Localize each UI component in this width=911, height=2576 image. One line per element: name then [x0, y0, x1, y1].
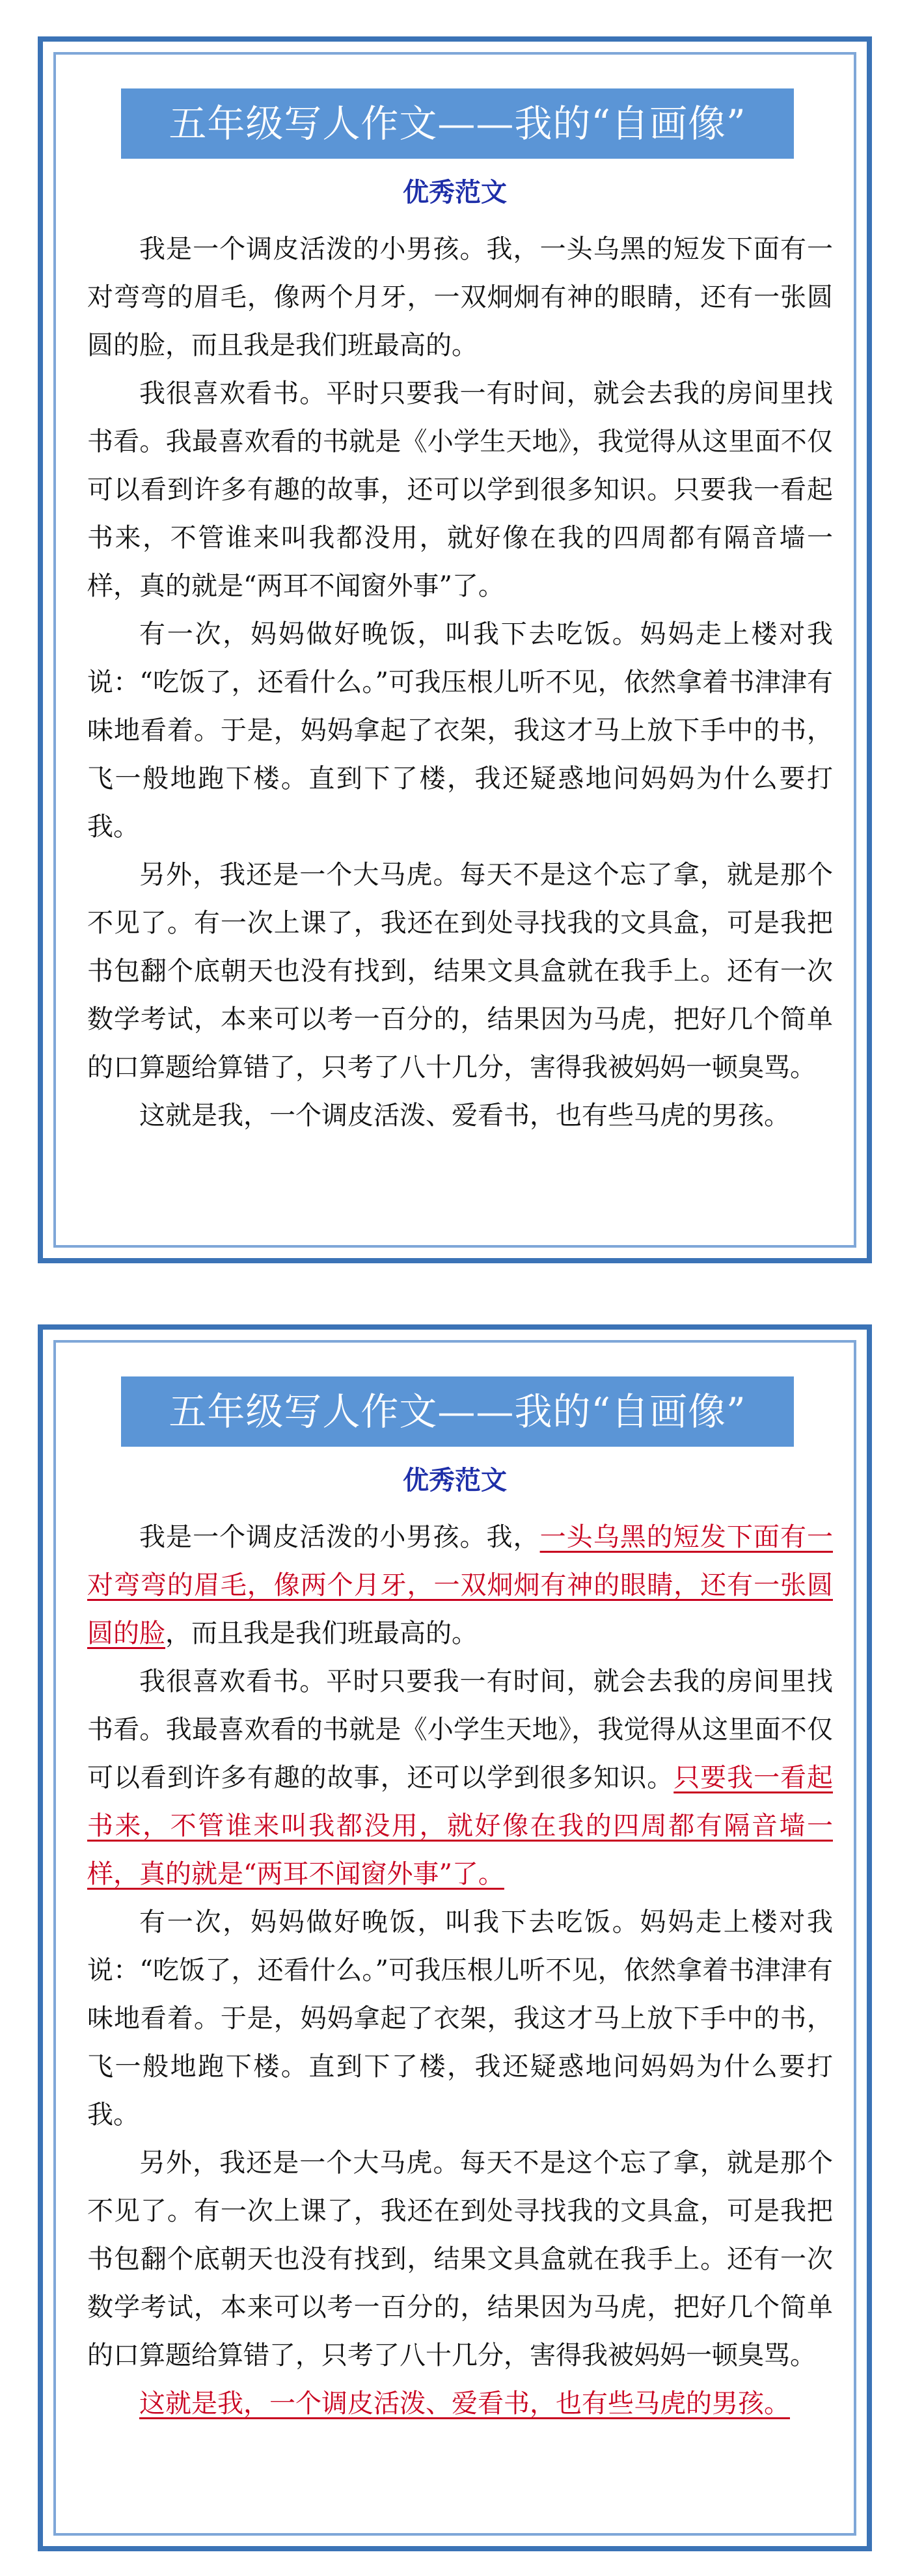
paragraph-reading	[87, 369, 833, 610]
highlighted-sentence: 一头乌黑的短发下面有一对弯弯的眉毛，像两个月牙，一双炯炯有神的眼睛，还有一张圆圆的脸	[87, 1522, 834, 1648]
text-span: ，而且我是我们班最高的。	[165, 330, 478, 360]
essay-subtitle: 优秀范文	[403, 178, 507, 208]
paragraph-dinner-story: 有一次，妈妈做好晚饭，叫我下去吃饭。妈妈走上楼对我说：“吃饭了，还看什么。”可我压根儿听不见，依然拿着书津津有味地看着。于是，妈妈拿起了衣架，我这才马上放下手中的书，飞一般地跑下楼。直到下了楼，我还疑惑地问妈妈为什么要打我。	[87, 1907, 833, 2130]
text-span: 我是一个调皮活泼的小男孩。我，	[139, 234, 540, 264]
text-span: 我是一个调皮活泼的小男孩。我，	[139, 1522, 540, 1552]
paragraph-reading	[87, 1657, 833, 1898]
text-span: 我很喜欢看书。平时只要我一有时间，就会去我的房间里找书看。我最喜欢看的书就是《小学生天地》，我觉得从这里面不仅可以看到许多有趣的故事，还可以学到很多知识。	[87, 1667, 833, 1793]
paragraph-careless: 另外，我还是一个大马虎。每天不是这个忘了拿，就是那个不见了。有一次上课了，我还在到处寻找我的文具盒，可是我把书包翻个底朝天也没有找到，结果文具盒就在我手上。还有一次数学考试，本来可以考一百分的，结果因为马虎，把好几个简单的口算题给算错了，只考了八十几分，害得我被妈妈一顿臭骂。	[87, 2148, 833, 2370]
text-span: ，而且我是我们班最高的。	[165, 1618, 478, 1648]
essay-title: 五年级写人作文——我的“自画像”	[121, 1376, 794, 1447]
essay-body	[87, 1513, 833, 2428]
text-span: 只要我一看起书来，不管谁来叫我都没用，就好像在我的四周都有隔音墙一样，真的就是“两耳不闻窗外事”了。	[87, 475, 834, 601]
essay-card-plain	[38, 36, 872, 1263]
paragraph-conclusion: 这就是我，一个调皮活泼、爱看书，也有些马虎的男孩。	[139, 1101, 790, 1131]
paragraph-conclusion	[87, 2380, 833, 2428]
paragraph-careless: 另外，我还是一个大马虎。每天不是这个忘了拿，就是那个不见了。有一次上课了，我还在到处寻找我的文具盒，可是我把书包翻个底朝天也没有找到，结果文具盒就在我手上。还有一次数学考试，本来可以考一百分的，结果因为马虎，把好几个简单的口算题给算错了，只考了八十几分，害得我被妈妈一顿臭骂。	[87, 860, 833, 1082]
essay-subtitle: 优秀范文	[403, 1466, 507, 1496]
essay-card-annotated	[38, 1324, 872, 2551]
essay-title: 五年级写人作文——我的“自画像”	[121, 88, 794, 159]
text-span: 我很喜欢看书。平时只要我一有时间，就会去我的房间里找书看。我最喜欢看的书就是《小学生天地》，我觉得从这里面不仅可以看到许多有趣的故事，还可以学到很多知识。	[87, 379, 833, 505]
paragraph-appearance	[87, 225, 833, 369]
paragraph-appearance	[87, 1513, 833, 1657]
essay-body	[87, 225, 833, 1140]
paragraph-dinner-story: 有一次，妈妈做好晚饭，叫我下去吃饭。妈妈走上楼对我说：“吃饭了，还看什么。”可我压根儿听不见，依然拿着书津津有味地看着。于是，妈妈拿起了衣架，我这才马上放下手中的书，飞一般地跑下楼。直到下了楼，我还疑惑地问妈妈为什么要打我。	[87, 619, 833, 842]
highlighted-sentence: 这就是我，一个调皮活泼、爱看书，也有些马虎的男孩。	[139, 2389, 790, 2419]
highlighted-sentence: 只要我一看起书来，不管谁来叫我都没用，就好像在我的四周都有隔音墙一样，真的就是“两耳不闻窗外事”了。	[87, 1763, 834, 1889]
text-span: 一头乌黑的短发下面有一对弯弯的眉毛，像两个月牙，一双炯炯有神的眼睛，还有一张圆圆的脸	[87, 234, 834, 360]
